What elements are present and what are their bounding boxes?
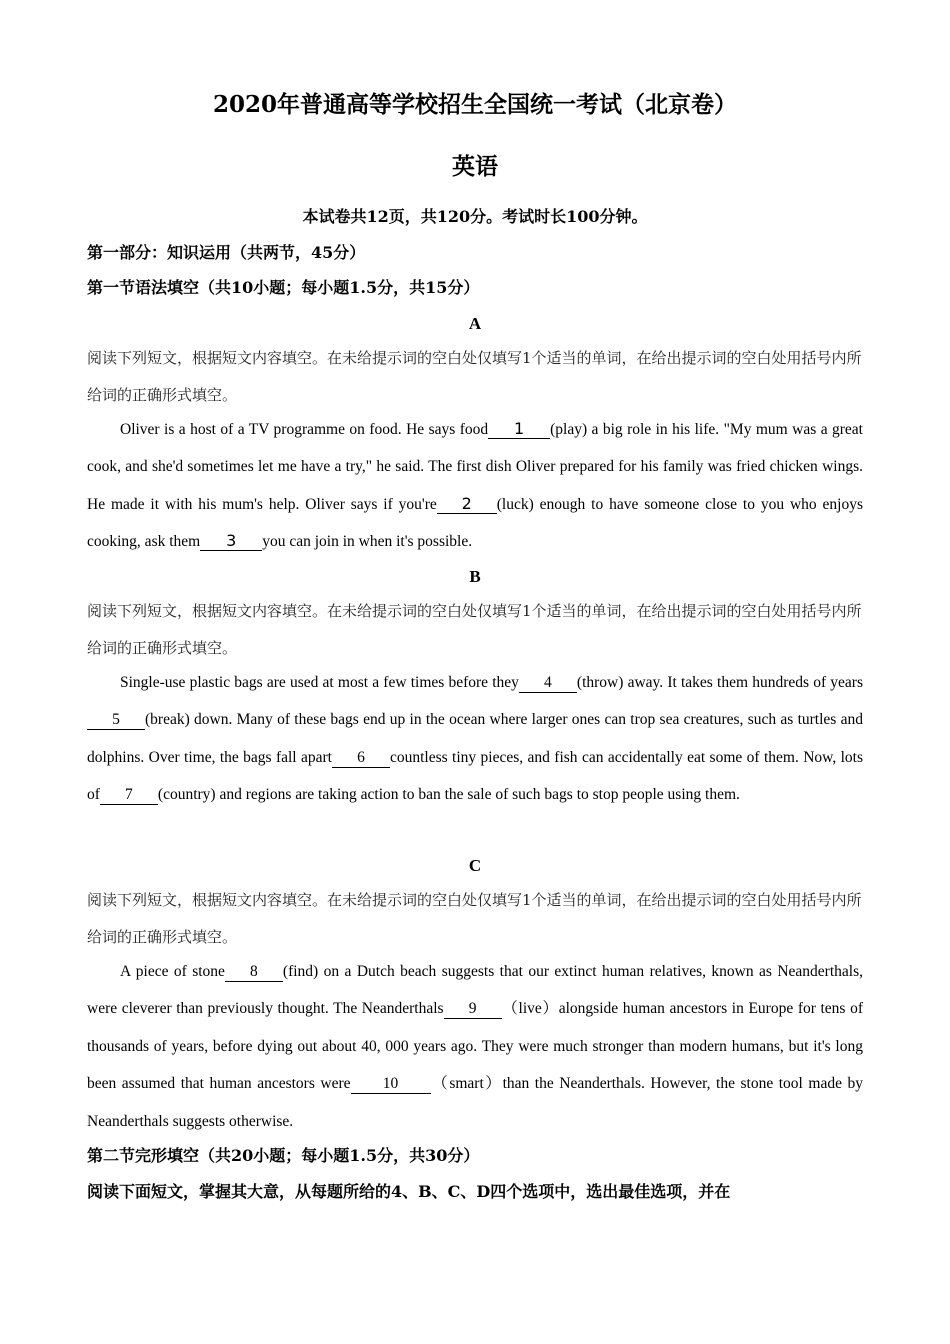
passage-b-letter: B [469,567,481,586]
blank-6[interactable]: 6 [332,749,390,768]
passage-a-text: Oliver is a host of a TV programme on food. He says food 1 (play) a big role in his life. "My mum was a great cook, and she'd sometimes let me have a try," he said. The first dish Oliver prepared for his family was fried chicken wings. He made it with his mum's help. Oliver says if you're 2 (luck) enough to have someone close to you who enjoys cooking, ask them 3 you can join in when it's possible. [87,419,863,551]
passage-a-instruction: 阅读下列短文，根据短文内容填空。在未给提示词的空白处仅填写1个适当的单词，在给出提示词的空白处用括号内所给词的正确形式填空。 [87,349,862,404]
section-two-instruction: 阅读下面短文，掌握其大意，从每题所给的4、B、C、D四个选项中，选出最佳选项，并在 [87,1182,731,1201]
section-two-heading: 第二节完形填空（共20小题；每小题1.5分，共30分） [87,1146,480,1165]
blank-7[interactable]: 7 [100,786,158,805]
subject-title: 英语 [452,153,498,180]
blank-8[interactable]: 8 [225,963,283,982]
blank-9[interactable]: 9 [444,1000,502,1019]
exam-info: 本试卷共12页，共120分。考试时长100分钟。 [302,207,648,226]
passage-c-text: A piece of stone 8 (find) on a Dutch beach suggests that our extinct human relatives, known as Neanderthals, were cleverer than previously thought. The Neanderthals 9 （live）alongside human ancestors in Europe for tens of thousands of years, before dying out about 40, 000 years ago. They were much stronger than modern humans, but it's long been assumed that human ancestors were 10 （smart）than the Neanderthals. However, the stone tool made by Neanderthals suggests otherwise. [87,963,863,1130]
passage-b-text: Single-use plastic bags are used at most a few times before they 4 (throw) away. It takes them hundreds of years5 (break) down. Many of these bags end up in the ocean where larger ones can trop sea creatures, such as turtles and dolphins. Over time, the bags fall apart 6 countless tiny pieces, and fish can accidentally eat some of them. Now, lots of 7 (country) and regions are taking action to ban the sale of such bags to stop people using them. [87,674,863,804]
section-one-heading: 第一节语法填空（共10小题；每小题1.5分，共15分） [87,278,480,297]
blank-10[interactable]: 10 [351,1075,431,1094]
blank-3[interactable]: 3 [200,532,262,551]
passage-a-letter: A [468,314,482,333]
passage-b-instruction: 阅读下列短文，根据短文内容填空。在未给提示词的空白处仅填写1个适当的单词，在给出提示词的空白处用括号内所给词的正确形式填空。 [87,602,862,657]
passage-c-letter: C [468,856,482,875]
blank-1[interactable]: 1 [488,420,550,439]
passage-c-instruction: 阅读下列短文，根据短文内容填空。在未给提示词的空白处仅填写1个适当的单词，在给出提示词的空白处用括号内所给词的正确形式填空。 [87,891,862,946]
blank-5[interactable]: 5 [87,711,145,730]
blank-2[interactable]: 2 [437,495,497,514]
blank-4[interactable]: 4 [519,674,577,693]
exam-title: 2020年普通高等学校招生全国统一考试（北京卷） [212,91,737,118]
part-one-heading: 第一部分：知识运用（共两节，45分） [87,243,366,262]
